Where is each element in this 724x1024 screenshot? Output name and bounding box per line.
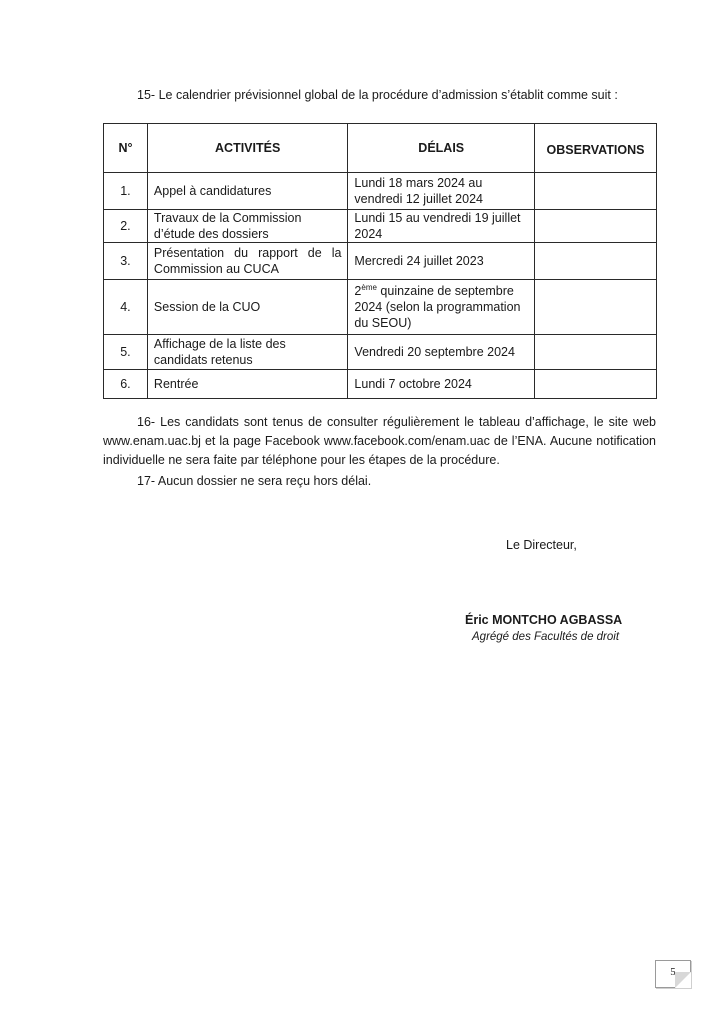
header-deadlines: DÉLAIS <box>348 124 535 173</box>
header-activities: ACTIVITÉS <box>147 124 348 173</box>
row-observation <box>535 280 657 335</box>
row-observation <box>535 173 657 210</box>
paragraph-16 <box>103 413 656 470</box>
row-number: 4. <box>104 280 148 335</box>
row-number: 6. <box>104 370 148 399</box>
row-deadline: Lundi 7 octobre 2024 <box>348 370 535 399</box>
row-number: 3. <box>104 243 148 280</box>
row-deadline: Vendredi 20 septembre 2024 <box>348 335 535 370</box>
table-row <box>104 210 657 243</box>
header-observations: OBSERVATIONS <box>535 124 657 173</box>
paragraph-number: 15- <box>137 88 156 102</box>
admission-calendar-table <box>103 123 657 399</box>
row-deadline <box>348 280 535 335</box>
row-deadline: Lundi 15 au vendredi 19 juillet 2024 <box>348 210 535 243</box>
row-activity: Rentrée <box>147 370 348 399</box>
row-activity: Session de la CUO <box>147 280 348 335</box>
row-activity: Travaux de la Commission d’étude des dossiers <box>147 210 348 243</box>
row-number: 5. <box>104 335 148 370</box>
signatory-title: Agrégé des Facultés de droit <box>472 631 620 643</box>
table-row <box>104 370 657 399</box>
page-number: 5 <box>670 966 676 978</box>
table-row <box>104 243 657 280</box>
table-row <box>104 280 657 335</box>
page-number-box <box>655 960 691 988</box>
table-header-row <box>104 124 657 173</box>
paragraph-17 <box>103 472 656 491</box>
paragraph-text: Les candidats sont tenus de consulter régulièrement le tableau d’affichage, le site web www.enam.uac.bj et la page Facebook www.facebook.com/enam.uac de l’ENA. Aucune notification individuelle ne sera faite par téléphone pour les étapes de la procédure. <box>103 415 657 467</box>
deadline-rest: quinzaine de septembre 2024 (selon la programmation du SEOU) <box>354 284 521 330</box>
header-number: N° <box>104 124 148 173</box>
paragraph-15 <box>103 86 656 105</box>
row-observation <box>535 370 657 399</box>
row-deadline: Lundi 18 mars 2024 au vendredi 12 juillet 2024 <box>348 173 535 210</box>
signatory-role: Le Directeur, <box>506 538 577 552</box>
row-observation <box>535 243 657 280</box>
table-row <box>104 335 657 370</box>
paragraph-number: 17- <box>137 474 156 488</box>
signatory-name: Éric MONTCHO AGBASSA <box>465 613 623 627</box>
deadline-ordinal: 2 <box>354 284 362 298</box>
page-curl-icon <box>675 972 691 988</box>
row-number: 2. <box>104 210 148 243</box>
row-activity: Appel à candidatures <box>147 173 348 210</box>
row-observation <box>535 335 657 370</box>
row-activity: Affichage de la liste des candidats retenus <box>147 335 348 370</box>
row-activity: Présentation du rapport de la Commission au CUCA <box>147 243 348 280</box>
row-observation <box>535 210 657 243</box>
row-deadline: Mercredi 24 juillet 2023 <box>348 243 535 280</box>
paragraph-text: Aucun dossier ne sera reçu hors délai. <box>157 474 372 488</box>
deadline-ordinal-suffix: ème <box>361 282 377 292</box>
row-number: 1. <box>104 173 148 210</box>
paragraph-text: Le calendrier prévisionnel global de la procédure d’admission s’établit comme suit : <box>158 88 618 102</box>
paragraph-number: 16- <box>137 415 156 429</box>
table-row <box>104 173 657 210</box>
